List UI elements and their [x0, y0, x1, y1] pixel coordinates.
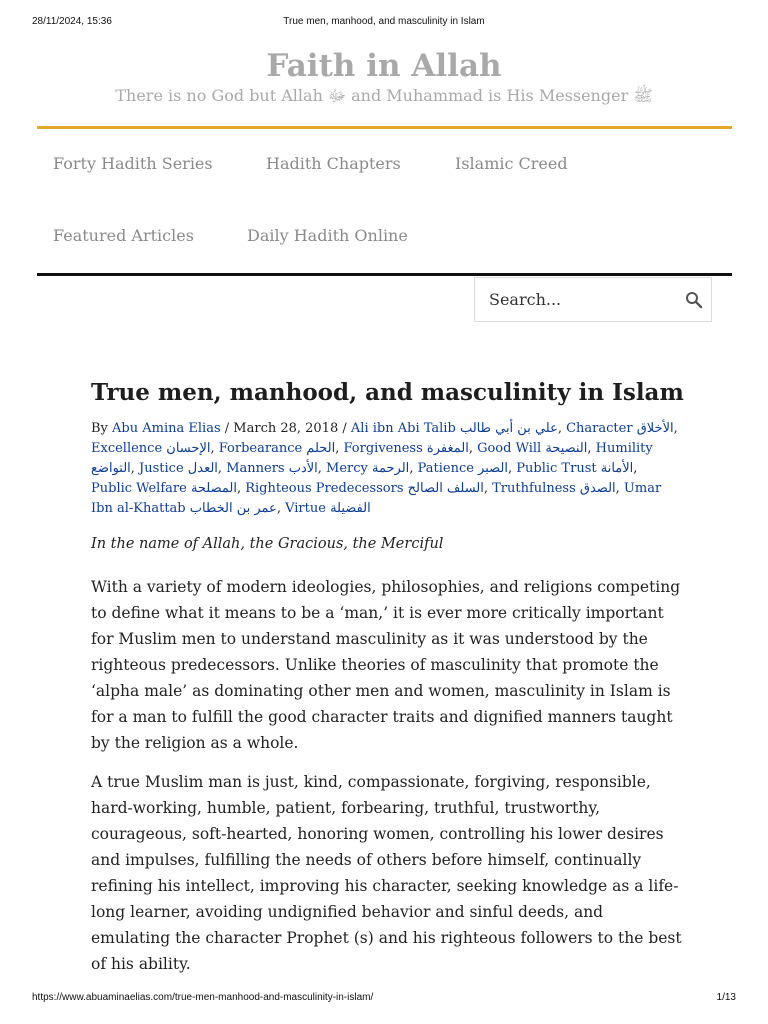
nav-divider	[37, 273, 732, 276]
by-label: By	[91, 421, 108, 436]
nav-featured-articles[interactable]: Featured Articles	[53, 226, 194, 245]
category-link[interactable]: Excellence الإحسان	[91, 441, 211, 456]
article-meta: By Abu Amina Elias / March 28, 2018 / Ali ibn Abi Talib علي بن أبي طالب, Character الأخلاق, Excellence الإحسان, Forbearance الحلم, Forgiveness المغفرة, Good Will النصيحة, Humility التواضع, Justice العدل, Manners الأدب, Mercy الرحمة, Patience الصبر, Public Trust الأمانة, Public Welfare المصلحة, Righteous Predecessors السلف الصالح, Truthfulness الصدق, Umar Ibn al-Khattab عمر بن الخطاب, Virtue الفضيلة	[91, 421, 678, 516]
search-icon[interactable]	[685, 291, 703, 309]
site-tagline: There is no God but Allah ﷻ and Muhammad is His Messenger ﷺ	[115, 86, 653, 105]
author-link[interactable]: Abu Amina Elias	[112, 421, 221, 436]
print-datetime: 28/11/2024, 15:36	[32, 16, 112, 27]
category-link[interactable]: Umar Ibn al-Khattab عمر بن الخطاب	[91, 481, 662, 516]
category-link[interactable]: Mercy الرحمة	[326, 461, 410, 476]
category-link[interactable]: Justice العدل	[139, 461, 218, 476]
nav-islamic-creed[interactable]: Islamic Creed	[455, 154, 568, 173]
category-link[interactable]: Forbearance الحلم	[218, 441, 336, 456]
print-page-number: 1/13	[716, 992, 736, 1003]
pdf-print-header	[32, 16, 736, 30]
category-link[interactable]: Good Will النصيحة	[477, 441, 588, 456]
category-link[interactable]: Humility التواضع	[91, 441, 653, 476]
article-paragraph: A true Muslim man is just, kind, compassionate, forgiving, responsible, hard-working, humble, patient, forbearing, truthful, trustworthy, courageous, soft-hearted, honoring women, controlling his lower desires and impulses, fulfilling the needs of others before himself, continually refining his intellect, improving his character, seeking knowledge as a life-long learner, avoiding undignified behavior and sinful deeds, and emulating the character Prophet (s) and his righteous followers to the best of his ability.	[91, 773, 682, 973]
post-date: March 28, 2018	[233, 421, 339, 436]
pdf-print-footer	[32, 992, 736, 1006]
category-link[interactable]: Character الأخلاق	[566, 421, 674, 436]
nav-daily-hadith-online[interactable]: Daily Hadith Online	[247, 226, 408, 245]
category-link[interactable]: Public Trust الأمانة	[516, 461, 634, 476]
category-link[interactable]: Truthfulness الصدق	[492, 481, 616, 496]
header-divider	[37, 126, 732, 129]
nav-hadith-chapters[interactable]: Hadith Chapters	[266, 154, 401, 173]
search-box[interactable]	[474, 277, 712, 322]
category-link[interactable]: Ali ibn Abi Talib علي بن أبي طالب	[350, 421, 558, 436]
category-link[interactable]: Forgiveness المغفرة	[343, 441, 469, 456]
print-url: https://www.abuaminaelias.com/true-men-manhood-and-masculinity-in-islam/	[32, 992, 374, 1003]
search-input[interactable]: Search...	[489, 290, 562, 309]
category-link[interactable]: Public Welfare المصلحة	[91, 481, 237, 496]
article-paragraph: With a variety of modern ideologies, philosophies, and religions competing to define what it means to be a ‘man,’ it is ever more critically important for Muslim men to understand masculinity as it was understood by the righteous predecessors. Unlike theories of masculinity that promote the ‘alpha male’ as dominating other men and women, masculinity in Islam is for a man to fulfill the good character traits and dignified manners taught by the religion as a whole.	[91, 578, 681, 752]
category-link[interactable]: Virtue الفضيلة	[285, 501, 371, 516]
article-title: True men, manhood, and masculinity in Islam	[91, 379, 684, 406]
site-title[interactable]: Faith in Allah	[266, 48, 502, 84]
category-link[interactable]: Righteous Predecessors السلف الصالح	[245, 481, 484, 496]
nav-forty-hadith-series[interactable]: Forty Hadith Series	[53, 154, 213, 173]
print-doc-title: True men, manhood, and masculinity in Islam	[283, 16, 485, 27]
category-link[interactable]: Manners الأدب	[226, 461, 318, 476]
category-link[interactable]: Patience الصبر	[417, 461, 508, 476]
bismillah: In the name of Allah, the Gracious, the Merciful	[91, 536, 444, 552]
